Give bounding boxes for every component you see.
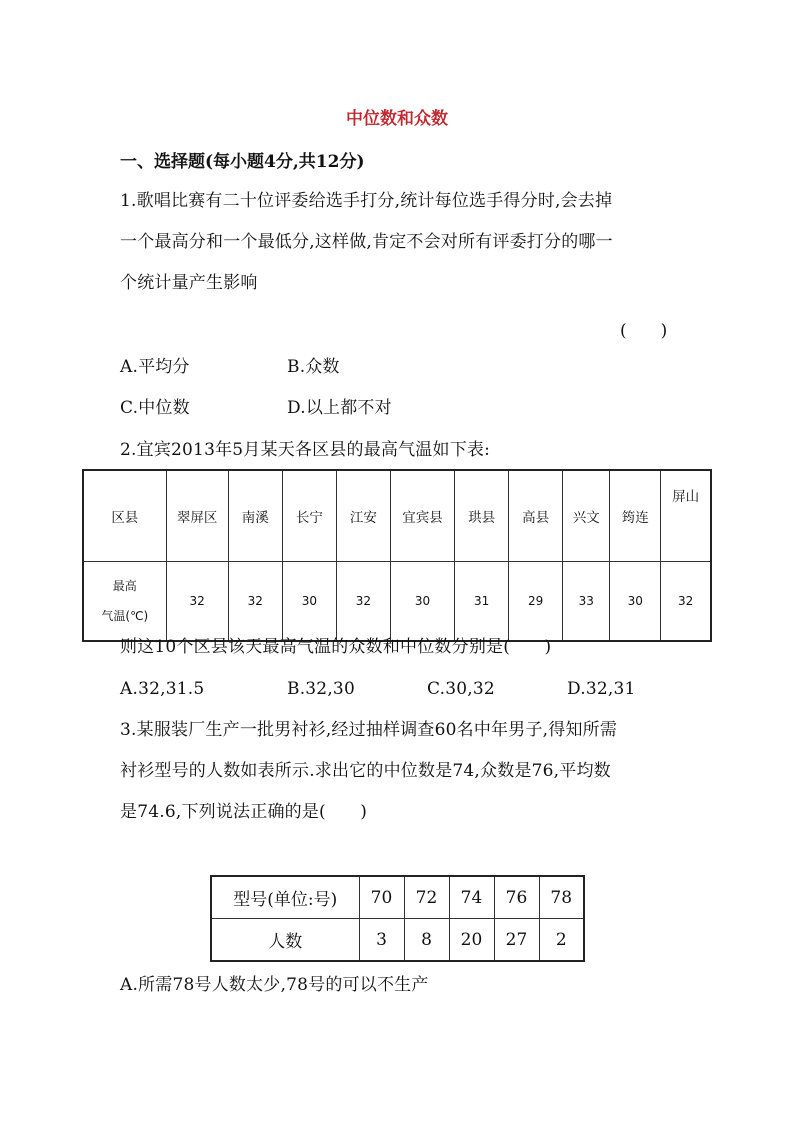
table-header-temperature — [83, 562, 166, 642]
table-header-county: 区县 — [83, 470, 166, 562]
count-cell: 8 — [404, 919, 449, 962]
temp-cell: 30 — [610, 562, 661, 642]
county-cell: 南溪 — [228, 470, 282, 562]
county-cell: 屏山 — [661, 470, 711, 562]
temp-cell: 30 — [282, 562, 336, 642]
size-cell: 76 — [494, 876, 539, 919]
q1-option-c: C.中位数 — [120, 398, 190, 418]
temp-label-line-2: 气温(℃) — [101, 609, 149, 623]
count-cell: 20 — [449, 919, 494, 962]
county-cell: 翠屏区 — [166, 470, 228, 562]
county-cell: 宜宾县 — [390, 470, 454, 562]
count-cell: 2 — [539, 919, 584, 962]
county-cell: 兴文 — [563, 470, 610, 562]
county-cell: 珙县 — [455, 470, 509, 562]
county-cell: 高县 — [509, 470, 563, 562]
q1-option-b: B.众数 — [287, 357, 340, 377]
q2-question: 则这10个区县该天最高气温的众数和中位数分别是( ) — [120, 637, 552, 657]
q1-option-a: A.平均分 — [120, 357, 190, 377]
table-header-count: 人数 — [211, 919, 359, 962]
size-cell: 74 — [449, 876, 494, 919]
size-cell: 78 — [539, 876, 584, 919]
q2-option-d: D.32,31 — [567, 679, 636, 699]
temp-cell: 32 — [228, 562, 282, 642]
shirt-size-table — [210, 875, 585, 962]
count-cell: 27 — [494, 919, 539, 962]
q1-line-3: 个统计量产生影响 — [120, 273, 258, 293]
temp-cell: 31 — [455, 562, 509, 642]
temp-cell: 33 — [563, 562, 610, 642]
count-cell: 3 — [359, 919, 404, 962]
q3-option-a: A.所需78号人数太少,78号的可以不生产 — [120, 975, 429, 995]
temperature-table — [82, 469, 712, 642]
q3-line-2: 衬衫型号的人数如表所示.求出它的中位数是74,众数是76,平均数 — [120, 761, 611, 781]
q1-answer-paren: ( ) — [620, 321, 668, 341]
size-cell: 70 — [359, 876, 404, 919]
q2-stem: 2.宜宾2013年5月某天各区县的最高气温如下表: — [120, 440, 491, 460]
q3-line-1: 3.某服装厂生产一批男衬衫,经过抽样调查60名中年男子,得知所需 — [120, 720, 618, 740]
q2-option-a: A.32,31.5 — [120, 679, 205, 699]
temp-cell: 30 — [390, 562, 454, 642]
page-title: 中位数和众数 — [346, 109, 448, 129]
table-header-size: 型号(单位:号) — [211, 876, 359, 919]
q3-line-3: 是74.6,下列说法正确的是( ) — [120, 802, 368, 822]
q1-line-2: 一个最高分和一个最低分,这样做,肯定不会对所有评委打分的哪一 — [120, 232, 613, 252]
temp-cell: 32 — [661, 562, 711, 642]
q2-option-b: B.32,30 — [287, 679, 355, 699]
size-cell: 72 — [404, 876, 449, 919]
section-heading: 一、选择题(每小题4分,共12分) — [120, 152, 365, 172]
temp-label-line-1: 最高 — [112, 579, 137, 593]
q2-option-c: C.30,32 — [427, 679, 495, 699]
temp-cell: 32 — [166, 562, 228, 642]
county-cell: 长宁 — [282, 470, 336, 562]
county-cell: 江安 — [336, 470, 390, 562]
q1-line-1: 1.歌唱比赛有二十位评委给选手打分,统计每位选手得分时,会去掉 — [120, 191, 613, 211]
temp-cell: 29 — [509, 562, 563, 642]
county-cell: 筠连 — [610, 470, 661, 562]
temp-cell: 32 — [336, 562, 390, 642]
q1-option-d: D.以上都不对 — [287, 398, 392, 418]
